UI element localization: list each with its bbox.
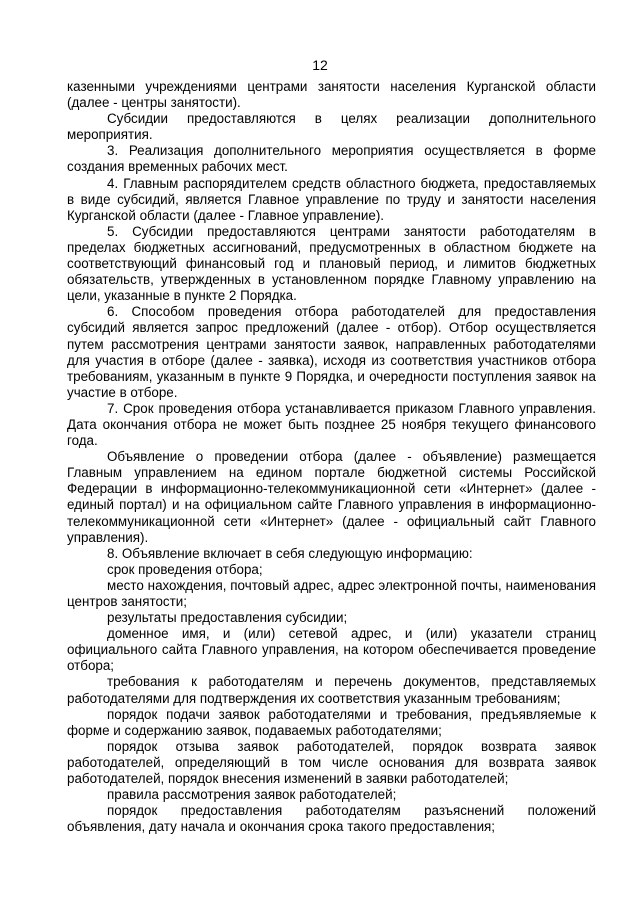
paragraph-announcement: Объявление о проведении отбора (далее - объявление) размещается Главным управлением на едином портале бюджетной системы Российской Федерации в информационно-телекоммуникационной сети «Интернет» (далее - единый портал) и на официальном сайте Главного управления в информационно-телекоммуникационной сети «Интернет» (далее - официальный сайт Главного управления).	[67, 449, 596, 545]
paragraph-item-3: 3. Реализация дополнительного мероприятия осуществляется в форме создания временных рабочих мест.	[67, 143, 596, 175]
list-item-review-rules: правила рассмотрения заявок работодателей;	[107, 787, 397, 803]
list-item-location: место нахождения, почтовый адрес, адрес электронной почты, наименования центров занятости;	[67, 577, 596, 609]
list-item-withdrawal: порядок отзыва заявок работодателей, порядок возврата заявок работодателей, определяющий в том числе основания для возврата заявок работодателей, порядок внесения изменений в заявки работодателей;	[67, 738, 596, 787]
paragraph-subsidy-purpose: Субсидии предоставляются в целях реализации дополнительного мероприятия.	[67, 111, 596, 143]
page-number: 12	[312, 57, 328, 73]
paragraph-item-6: 6. Способом проведения отбора работодателей для предоставления субсидий является запрос предложений (далее - отбор). Отбор осуществляется путем рассмотрения центрами занятости заявок, направленных работодателями для участия в отборе (далее - заявка), исходя из соответствия участников отбора требованиям, указанным в пункте 9 Порядка, и очередности поступления заявок на участие в отборе.	[67, 304, 596, 400]
paragraph-item-4: 4. Главным распорядителем средств областного бюджета, предоставляемых в виде субсидий, является Главное управление по труду и занятости населения Курганской области (далее - Главное управление).	[67, 175, 596, 223]
list-item-domain: доменное имя, и (или) сетевой адрес, и (или) указатели страниц официального сайта Главного управления, на котором обеспечивается проведение отбора;	[67, 626, 596, 674]
list-item-selection-period: срок проведения отбора;	[107, 561, 263, 577]
paragraph-item-5: 5. Субсидии предоставляются центрами занятости работодателям в пределах бюджетных ассигнований, предусмотренных в областном бюджете на соответствующий финансовый год и плановый период, и лимитов бюджетных обязательств, утвержденных в установленном порядке Главному управлению на цели, указанные в пункте 2 Порядка.	[67, 223, 596, 304]
paragraph-item-7: 7. Срок проведения отбора устанавливается приказом Главного управления. Дата окончания отбора не может быть позднее 25 ноября текущего финансового года.	[67, 400, 596, 449]
list-item-clarifications: порядок предоставления работодателям разъяснений положений объявления, дату начала и окончания срока такого предоставления;	[67, 803, 596, 835]
list-item-requirements: требования к работодателям и перечень документов, представляемых работодателями для подтверждения их соответствия указанным требованиям;	[67, 674, 596, 706]
paragraph-continuation: казенными учреждениями центрами занятости населения Курганской области (далее - центры занятости).	[67, 79, 596, 111]
document-body	[67, 79, 596, 835]
list-item-submission: порядок подачи заявок работодателями и требования, предъявляемые к форме и содержанию заявок, подаваемых работодателями;	[67, 706, 596, 738]
paragraph-item-8: 8. Объявление включает в себя следующую информацию:	[107, 545, 473, 561]
list-item-results: результаты предоставления субсидии;	[107, 610, 348, 626]
